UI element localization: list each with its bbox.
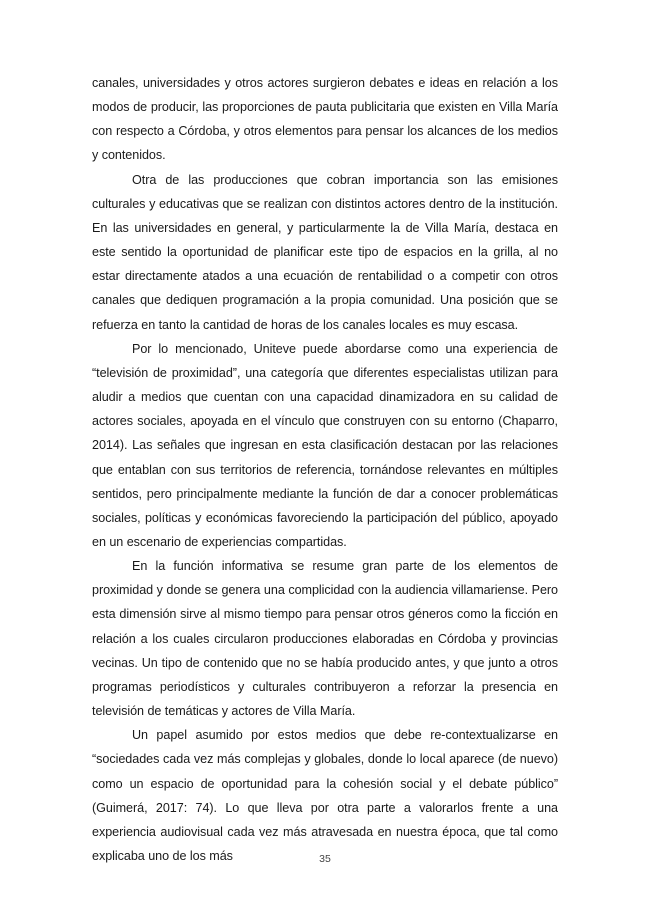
page-body (92, 71, 558, 868)
paragraph-3: Por lo mencionado, Uniteve puede abordarse como una experiencia de “televisión de proximidad”, una categoría que diferentes especialistas utilizan para aludir a medios que cuentan con una capacidad dinamizadora en su calidad de actores sociales, apoyada en el vínculo que construyen con su entorno (Chaparro, 2014). Las señales que ingresan en esta clasificación destacan por las relaciones que entablan con sus territorios de referencia, tornándose relevantes en múltiples sentidos, pero principalmente mediante la función de dar a conocer problemáticas sociales, políticas y económicas favoreciendo la participación del público, apoyado en un escenario de experiencias compartidas. (92, 341, 558, 549)
paragraph-5: Un papel asumido por estos medios que debe re-contextualizarse en “sociedades cada vez más complejas y globales, donde lo local aparece (de nuevo) como un espacio de oportunidad para la cohesión social y el debate público” (Guimerá, 2017: 74). Lo que lleva por otra parte a valorarlos frente a una experiencia audiovisual cada vez más atravesada en nuestra época, que tal como explicaba uno de los más (92, 728, 558, 863)
paragraph-2: Otra de las producciones que cobran importancia son las emisiones culturales y educativas que se realizan con distintos actores dentro de la institución. En las universidades en general, y particularmente la de Villa María, destaca en este sentido la oportunidad de planificar este tipo de espacios en la grilla, al no estar directamente atados a una ecuación de rentabilidad o a competir con otros canales que dediquen programación a la propia comunidad. Una posición que se refuerza en tanto la cantidad de horas de los canales locales es muy escasa. (92, 172, 558, 332)
paragraph-1: canales, universidades y otros actores surgieron debates e ideas en relación a los modos de producir, las proporciones de pauta publicitaria que existen en Villa María con respecto a Córdoba, y otros elementos para pensar los alcances de los medios y contenidos. (92, 76, 558, 163)
page-number: 35 (319, 853, 331, 865)
paragraph-4: En la función informativa se resume gran parte de los elementos de proximidad y donde se genera una complicidad con la audiencia villamariense. Pero esta dimensión sirve al mismo tiempo para pensar otros géneros como la ficción en relación a los cuales circularon producciones elaboradas en Córdoba y provincias vecinas. Un tipo de contenido que no se había producido antes, y que junto a otros programas periodísticos y culturales contribuyeron a reforzar la presencia en televisión de temáticas y actores de Villa María. (92, 559, 558, 719)
